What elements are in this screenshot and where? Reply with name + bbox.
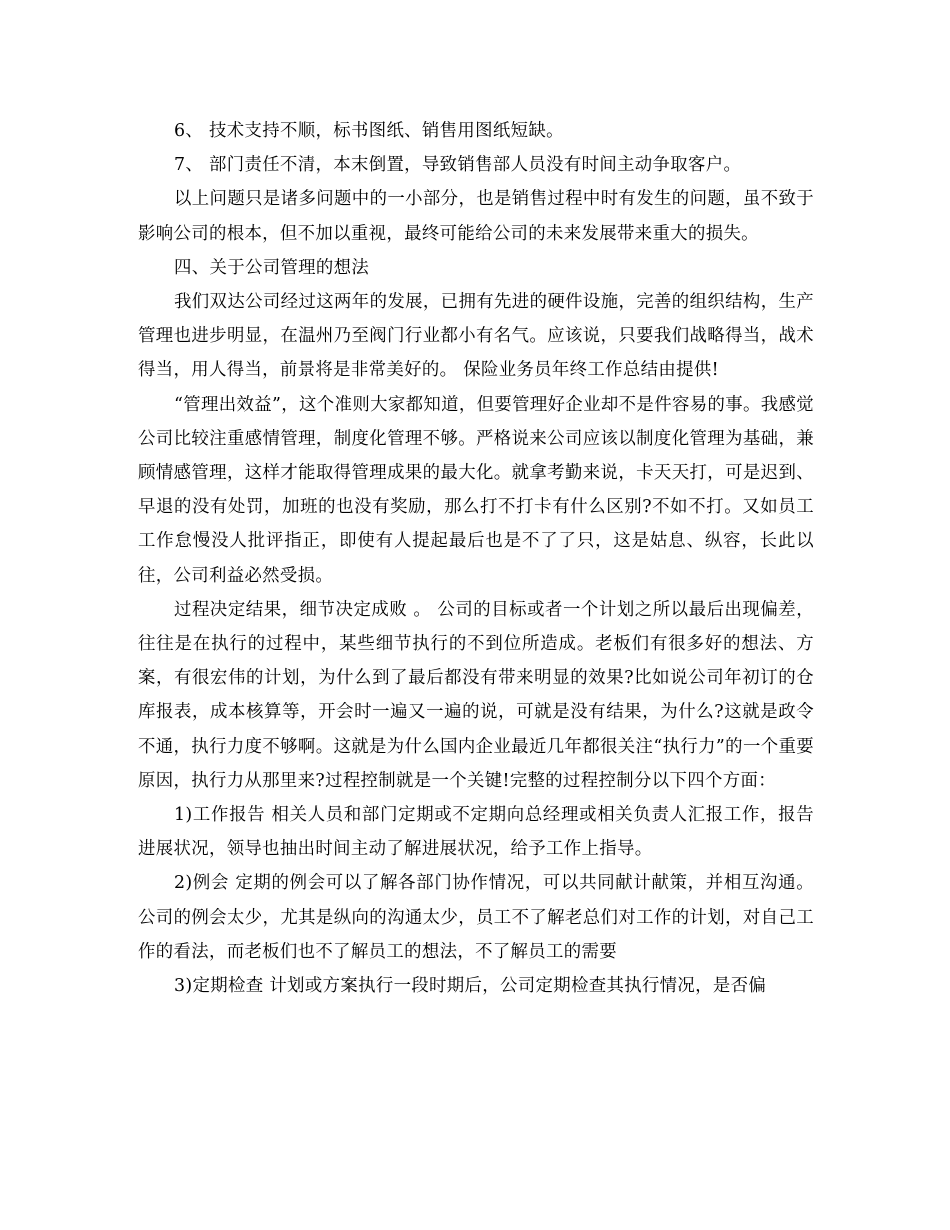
paragraph-company-development: 我们双达公司经过这两年的发展，已拥有先进的硬件设施，完善的组织结构，生产管理也进步明显，在温州乃至阀门行业都小有名气。应该说，只要我们战略得当，战术得当，用人得当，前景将是非常美好的。 保险业务员年终工作总结由提供! <box>138 292 814 381</box>
paragraph-periodic-check: 3)定期检查 计划或方案执行一段时期后，公司定期检查其执行情况，是否偏 <box>174 976 767 997</box>
paragraph-regular-meeting: 2)例会 定期的例会可以了解各部门协作情况，可以共同献计献策，并相互沟通。公司的例会太少，尤其是纵向的沟通太少，员工不了解老总们对工作的计划，对自己工作的看法，而老板们也不了解员工的想法，不了解员工的需要 <box>138 873 814 962</box>
paragraph-process-control: 过程决定结果，细节决定成败 。 公司的目标或者一个计划之所以最后出现偏差，往往是在执行的过程中，某些细节执行的不到位所造成。老板们有很多好的想法、方案，有很宏伟的计划，为什么到了最后都没有带来明显的效果?比如说公司年初订的仓库报表，成本核算等，开会时一遍又一遍的说，可就是没有结果，为什么?这就是政令不通，执行力度不够啊。这就是为什么国内企业最近几年都很关注“执行力”的一个重要原因，执行力从那里来?过程控制就是一个关键!完整的过程控制分以下四个方面： <box>138 599 814 791</box>
paragraph-management-efficiency: “管理出效益”，这个准则大家都知道，但要管理好企业却不是件容易的事。我感觉公司比较注重感情管理，制度化管理不够。严格说来公司应该以制度化管理为基础，兼顾情感管理，这样才能取得管理成果的最大化。就拿考勤来说，卡天天打，可是迟到、早退的没有处罚，加班的也没有奖励，那么打不打卡有什么区别?不如不打。又如员工工作怠慢没人批评指正，即使有人提起最后也是不了了只，这是姑息、纵容，长此以往，公司利益必然受损。 <box>138 394 814 586</box>
document-body <box>138 114 814 1003</box>
paragraph-item-7: 7、 部门责任不清，本末倒置，导致销售部人员没有时间主动争取客户。 <box>174 155 742 176</box>
paragraph-problems-summary: 以上问题只是诸多问题中的一小部分，也是销售过程中时有发生的问题，虽不致于影响公司的根本，但不加以重视，最终可能给公司的未来发展带来重大的损失。 <box>138 189 814 244</box>
paragraph-work-report: 1)工作报告 相关人员和部门定期或不定期向总经理或相关负责人汇报工作，报告进展状况，领导也抽出时间主动了解进展状况，给予工作上指导。 <box>138 805 814 860</box>
section-heading-management: 四、关于公司管理的想法 <box>174 257 370 278</box>
paragraph-item-6: 6、 技术支持不顺，标书图纸、销售用图纸短缺。 <box>174 121 564 141</box>
